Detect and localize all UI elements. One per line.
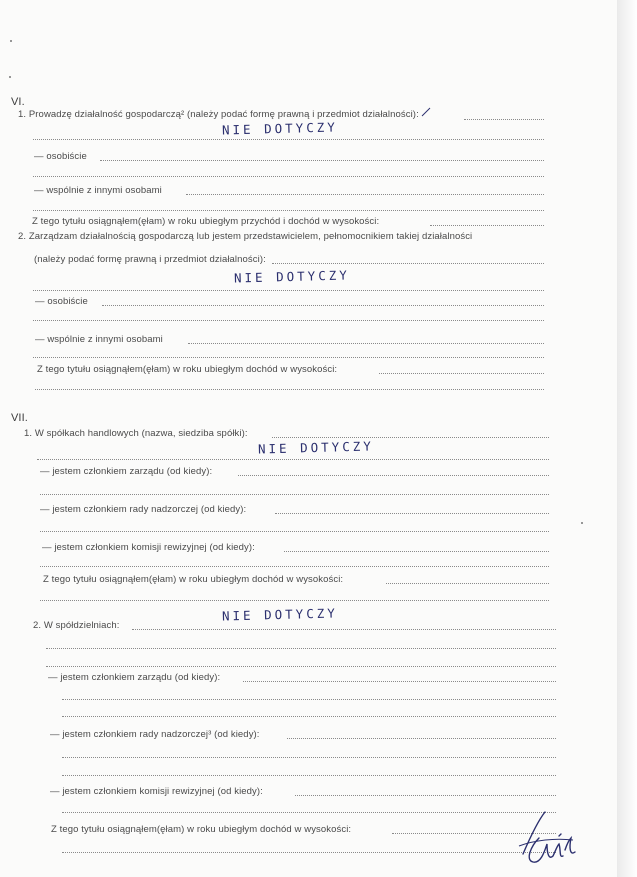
vii-q2-line (287, 738, 556, 739)
vii-q2-line (46, 666, 556, 667)
vii-q1-handwritten-answer: NIE DOTYCZY (257, 438, 374, 457)
vi-q2-personally: — osobiście (35, 296, 88, 307)
vii-q2-line (243, 681, 556, 682)
vi-q1-income: Z tego tytułu osiągnąłem(ęłam) w roku ubiegłym przychód i dochód w wysokości: (32, 216, 380, 227)
vii-q2-line (132, 629, 556, 630)
vii-q2-line (62, 812, 556, 813)
vi-q2-label-cont: (należy podać formę prawną i przedmiot działalności): (34, 254, 266, 265)
vii-q2-audit: — jestem członkiem komisji rewizyjnej (od kiedy): (50, 786, 263, 797)
vi-q2-line (102, 305, 544, 306)
vii-q2-line (295, 795, 556, 796)
handwritten-signature (515, 810, 577, 868)
vi-q1-line (430, 225, 544, 226)
vi-q2-line (35, 389, 544, 390)
section-vi-heading: VI. (11, 96, 25, 108)
vii-q1-audit: — jestem członkiem komisji rewizyjnej (od kiedy): (42, 542, 255, 553)
vii-q1-line (40, 494, 549, 495)
vi-q1-line (33, 210, 544, 211)
vi-q1-jointly: — wspólnie z innymi osobami (34, 185, 162, 196)
vii-q2-board: — jestem członkiem zarządu (od kiedy): (48, 672, 221, 683)
vii-q2-label: 2. W spółdzielniach: (33, 620, 120, 631)
vi-q1-personally: — osobiście (34, 151, 87, 162)
vi-q2-line (272, 263, 544, 264)
scan-speck (9, 76, 11, 78)
scanner-edge (617, 0, 637, 877)
vii-q2-line (46, 648, 556, 649)
vi-q2-handwritten-answer: NIE DOTYCZY (233, 267, 350, 286)
vii-q2-handwritten-answer: NIE DOTYCZY (221, 605, 338, 624)
vii-q1-line (272, 437, 549, 438)
vi-q1-line (100, 160, 544, 161)
vii-q1-line (40, 600, 549, 601)
vii-q2-line (62, 699, 556, 700)
vii-q1-income: Z tego tytułu osiągnąłem(ęłam) w roku ubiegłym dochód w wysokości: (43, 574, 344, 585)
vi-q2-line (33, 320, 544, 321)
scan-speck (581, 522, 583, 524)
vi-q2-label: 2. Zarządzam działalnością gospodarczą lub jestem przedstawicielem, pełnomocnikiem takiej działalności (18, 231, 473, 242)
vii-q1-line (37, 459, 549, 460)
vii-q1-supervisory: — jestem członkiem rady nadzorczej (od kiedy): (40, 504, 247, 515)
vi-q1-line (464, 119, 544, 120)
vi-q2-jointly: — wspólnie z innymi osobami (35, 334, 163, 345)
vii-q1-line (386, 583, 549, 584)
vi-q1-label: 1. Prowadzę działalność gospodarczą² (należy podać formę prawną i przedmiot działalności): (18, 109, 419, 120)
vii-q1-line (275, 513, 549, 514)
vii-q2-line (62, 757, 556, 758)
vii-q1-line (284, 551, 549, 552)
vii-q1-line (40, 531, 549, 532)
vii-q1-line (40, 566, 549, 567)
vi-q2-line (379, 373, 544, 374)
vii-q1-line (238, 475, 549, 476)
vi-q2-line (33, 357, 544, 358)
vii-q2-line (62, 716, 556, 717)
section-vii-heading: VII. (11, 412, 28, 424)
vii-q1-label: 1. W spółkach handlowych (nazwa, siedziba spółki): (24, 428, 248, 439)
vii-q2-income: Z tego tytułu osiągnąłem(ęłam) w roku ubiegłym dochód w wysokości: (51, 824, 352, 835)
vi-q1-handwritten-answer: NIE DOTYCZY (221, 119, 338, 138)
vii-q2-supervisory: — jestem członkiem rady nadzorczej³ (od kiedy): (50, 729, 260, 740)
vii-q2-line (62, 852, 556, 853)
vii-q2-line (62, 775, 556, 776)
vi-q1-line (33, 139, 544, 140)
vi-q2-line (188, 343, 544, 344)
vi-q2-income: Z tego tytułu osiągnąłem(ęłam) w roku ubiegłym dochód w wysokości: (37, 364, 338, 375)
vi-q1-line (33, 176, 544, 177)
scan-speck (10, 40, 12, 42)
pen-tick-mark (420, 106, 432, 118)
vii-q1-board: — jestem członkiem zarządu (od kiedy): (40, 466, 213, 477)
vi-q1-line (186, 194, 544, 195)
vi-q2-line (33, 290, 544, 291)
